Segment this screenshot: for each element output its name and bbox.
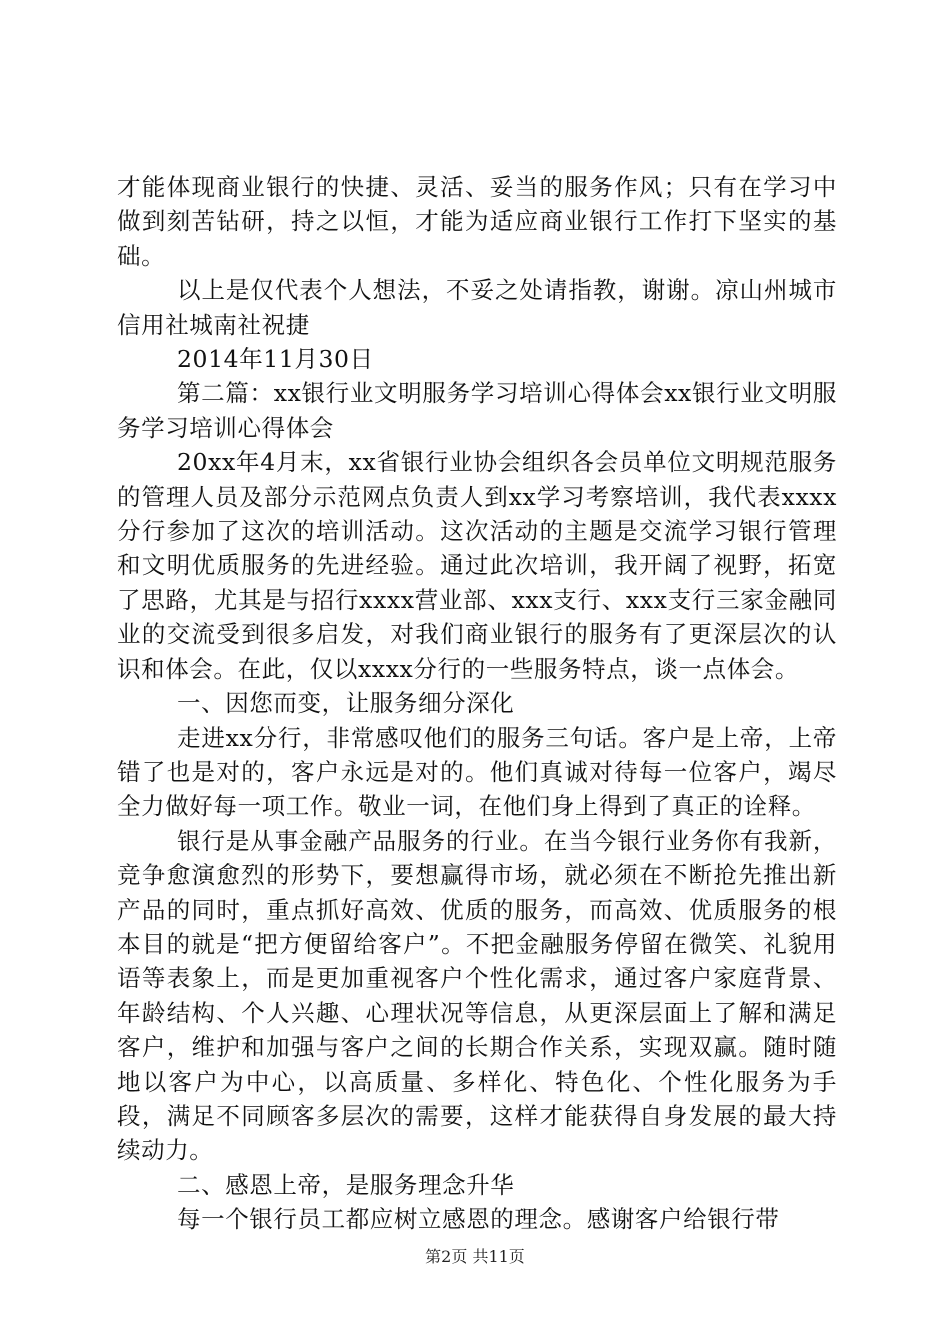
section-title: 第二篇：xx银行业文明服务学习培训心得体会xx银行业文明服务学习培训心得体会 bbox=[117, 379, 837, 442]
heading-two: 二、感恩上帝，是服务理念升华 bbox=[177, 1170, 515, 1199]
page-number: 第2页 共11页 bbox=[425, 1247, 525, 1266]
paragraph: 才能体现商业银行的快捷、灵活、妥当的服务作风；只有在学习中做到刻苦钻研，持之以恒，才能为适应商业银行工作打下坚实的基础。 bbox=[117, 173, 837, 270]
paragraph: 20xx年4月末，xx省银行业协会组织各会员单位文明规范服务的管理人员及部分示范网点负责人到xx学习考察培训，我代表xxxx分行参加了这次的培训活动。这次活动的主题是交流学习银行管理和文明优质服务的先进经验。通过此次培训，我开阔了视野，拓宽了思路，尤其是与招行xxxx营业部、xxx支行、xxx支行三家金融同业的交流受到很多启发，对我们商业银行的服务有了更深层次的认识和体会。在此，仅以xxxx分行的一些服务特点，谈一点体会。 bbox=[117, 448, 837, 683]
paragraph: 走进xx分行，非常感叹他们的服务三句话。客户是上帝，上帝错了也是对的，客户永远是对的。他们真诚对待每一位客户，竭尽全力做好每一项工作。敬业一词，在他们身上得到了真正的诠释。 bbox=[117, 723, 837, 821]
paragraph: 以上是仅代表个人想法，不妥之处请指教，谢谢。凉山州城市信用社城南社祝捷 bbox=[117, 276, 837, 339]
heading-one: 一、因您而变，让服务细分深化 bbox=[177, 689, 515, 718]
date-line: 2014年11月30日 bbox=[177, 345, 374, 374]
document-body bbox=[117, 170, 837, 1237]
paragraph: 每一个银行员工都应树立感恩的理念。感谢客户给银行带 bbox=[177, 1205, 780, 1234]
paragraph: 银行是从事金融产品服务的行业。在当今银行业务你有我新，竞争愈演愈烈的形势下，要想赢得市场，就必须在不断抢先推出新产品的同时，重点抓好高效、优质的服务，而高效、优质服务的根本目的就是“把方便留给客户”。不把金融服务停留在微笑、礼貌用语等表象上，而是更加重视客户个性化需求，通过客户家庭背景、年龄结构、个人兴趣、心理状况等信息，从更深层面上了解和满足客户，维护和加强与客户之间的长期合作关系，实现双赢。随时随地以客户为中心，以高质量、多样化、特色化、个性化服务为手段，满足不同顾客多层次的需要，这样才能获得自身发展的最大持续动力。 bbox=[117, 826, 837, 1165]
